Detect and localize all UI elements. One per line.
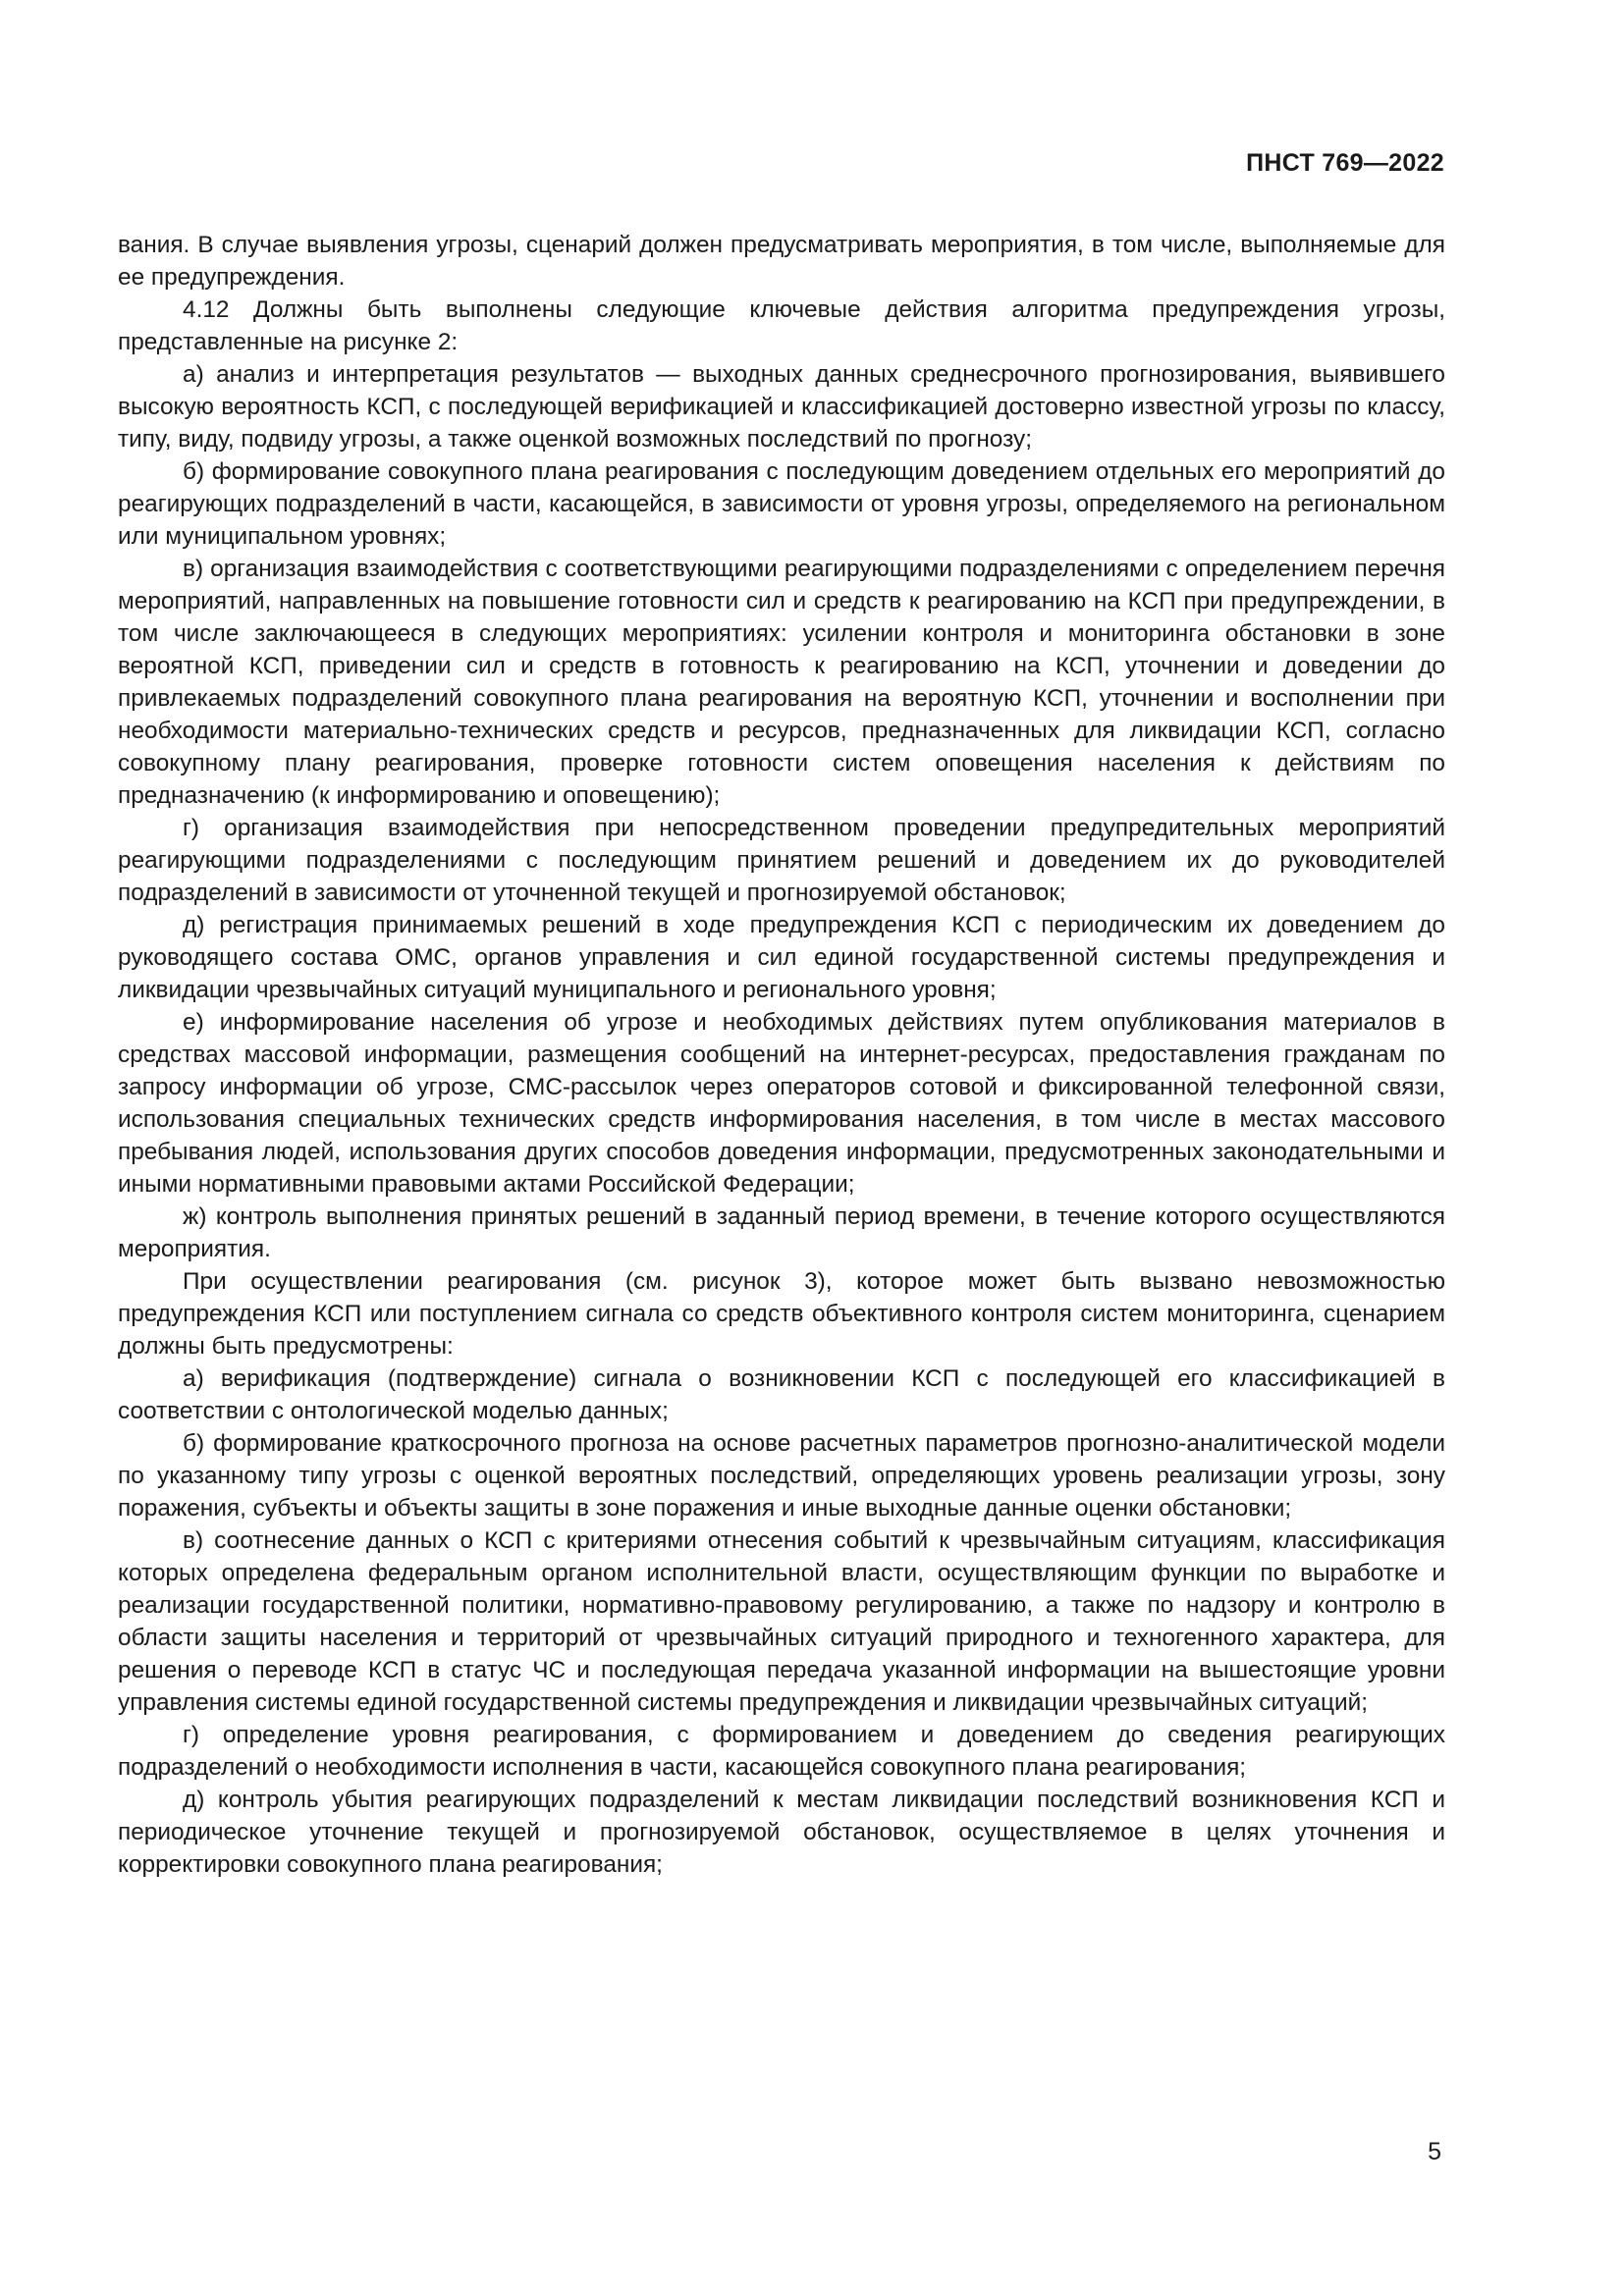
response-item-d: д) контроль убытия реагирующих подразделений к местам ликвидации последствий возникновения КСП и периодическое уточнение текущей и прогнозируемой обстановок, осуществляемое в целях уточнения и корректировки совокупного плана реагирования; xyxy=(118,1787,1445,1878)
list-item-a: а) анализ и интерпретация результатов — выходных данных среднесрочного прогнозирования, выявившего высокую вероятность КСП, с последующей верификацией и классификацией достоверно известной угрозы по классу, типу, виду, подвиду угрозы, а также оценкой возможных последствий по прогнозу; xyxy=(118,361,1445,453)
paragraph-continuation: вания. В случае выявления угрозы, сценарий должен предусматривать мероприятия, в том числе, выполняемые для ее предупреждения. xyxy=(118,232,1445,291)
body-text xyxy=(118,229,1445,1881)
paragraph-4-12: 4.12 Должны быть выполнены следующие ключевые действия алгоритма предупреждения угрозы, представленные на рисунке 2: xyxy=(118,296,1445,355)
paragraph-response: При осуществлении реагирования (см. рисунок 3), которое может быть вызвано невозможностью предупреждения КСП или поступлением сигнала со средств объективного контроля систем мониторинга, сценарием должны быть предусмотрены: xyxy=(118,1268,1445,1360)
list-item-v: в) организация взаимодействия с соответствующими реагирующими подразделениями с определением перечня мероприятий, направленных на повышение готовности сил и средств к реагированию на КСП при предупреждении, в том числе заключающееся в следующих мероприятиях: усилении контроля и мониторинга обстановки в зоне вероятной КСП, приведении сил и средств в готовность к реагированию на КСП, уточнении и доведении до привлекаемых подразделений совокупного плана реагирования на вероятную КСП, уточнении и восполнении при необходимости материально-технических средств и ресурсов, предназначенных для ликвидации КСП, согласно совокупному плану реагирования, проверке готовности систем оповещения населения к действиям по предназначению (к информированию и оповещению); xyxy=(118,556,1445,809)
standard-designation: ПНСТ 769—2022 xyxy=(1246,149,1444,177)
list-item-zh: ж) контроль выполнения принятых решений в заданный период времени, в течение которого осуществляются мероприятия. xyxy=(118,1203,1445,1262)
list-item-b: б) формирование совокупного плана реагирования с последующим доведением отдельных его мероприятий до реагирующих подразделений в части, касающейся, в зависимости от уровня угрозы, определяемого на региональном или муниципальном уровнях; xyxy=(118,458,1445,550)
response-item-v: в) соотнесение данных о КСП с критериями отнесения событий к чрезвычайным ситуациям, классификация которых определена федеральным органом исполнительной власти, осуществляющим функции по выработке и реализации государственной политики, нормативно-правовому регулированию, а также по надзору и контролю в области защиты населения и территорий от чрезвычайных ситуаций природного и техногенного характера, для решения о переводе КСП в статус ЧС и последующая передача указанной информации на вышестоящие уровни управления системы единой государственной системы предупреждения и ликвидации чрезвычайных ситуаций; xyxy=(118,1527,1445,1716)
list-item-e: е) информирование населения об угрозе и необходимых действиях путем опубликования материалов в средствах массовой информации, размещения сообщений на интернет-ресурсах, предоставления гражданам по запросу информации об угрозе, СМС-рассылок через операторов сотовой и фиксированной телефонной связи, использования специальных технических средств информирования населения, в том числе в местах массового пребывания людей, использования других способов доведения информации, предусмотренных законодательными и иными нормативными правовыми актами Российской Федерации; xyxy=(118,1009,1445,1198)
list-item-d: д) регистрация принимаемых решений в ходе предупреждения КСП с периодическим их доведением до руководящего состава ОМС, органов управления и сил единой государственной системы предупреждения и ликвидации чрезвычайных ситуаций муниципального и регионального уровня; xyxy=(118,912,1445,1003)
page-number: 5 xyxy=(1428,2138,1441,2165)
list-item-g: г) организация взаимодействия при непосредственном проведении предупредительных мероприятий реагирующими подразделениями с последующим принятием решений и доведением их до руководителей подразделений в зависимости от уточненной текущей и прогнозируемой обстановок; xyxy=(118,815,1445,906)
response-item-a: а) верификация (подтверждение) сигнала о возникновении КСП с последующей его классификацией в соответствии с онтологической моделью данных; xyxy=(118,1365,1445,1424)
response-item-b: б) формирование краткосрочного прогноза на основе расчетных параметров прогнозно-аналитической модели по указанному типу угрозы с оценкой вероятных последствий, определяющих уровень реализации угрозы, зону поражения, субъекты и объекты защиты в зоне поражения и иные выходные данные оценки обстановки; xyxy=(118,1430,1445,1522)
response-item-g: г) определение уровня реагирования, с формированием и доведением до сведения реагирующих подразделений о необходимости исполнения в части, касающейся совокупного плана реагирования; xyxy=(118,1722,1445,1781)
